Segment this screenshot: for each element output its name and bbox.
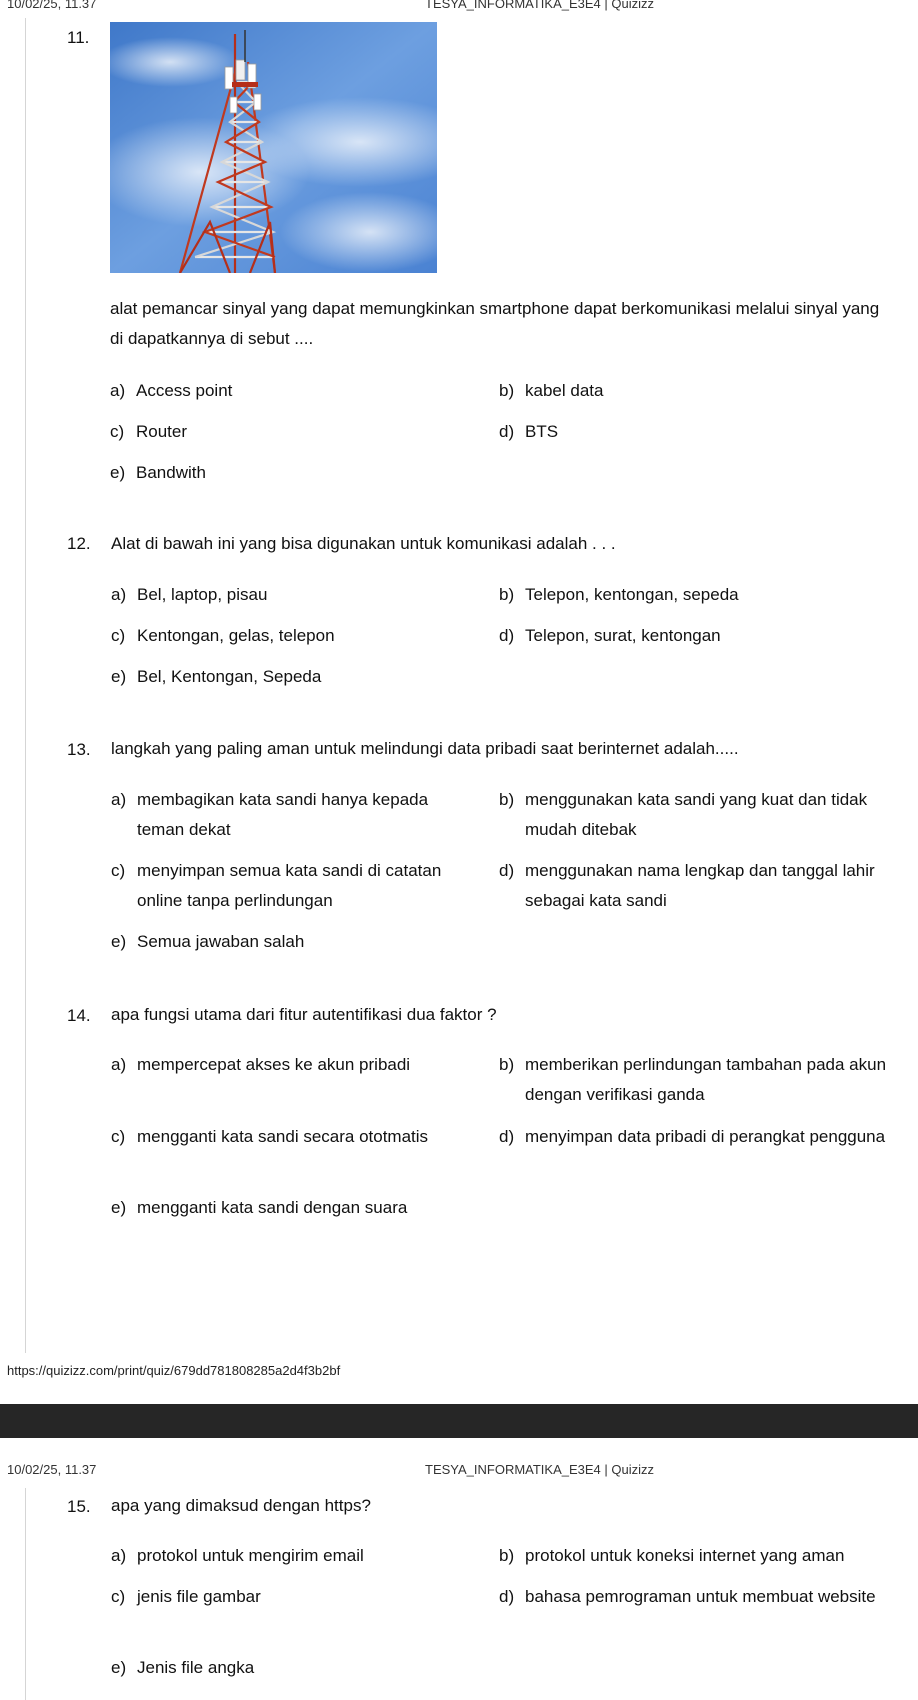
option-a (111, 1541, 471, 1571)
print-date: 10/02/25, 11.37 (7, 1462, 97, 1477)
option-letter: a) (111, 1546, 127, 1565)
option-text: menggunakan kata sandi yang kuat dan tidak mudah ditebak (525, 790, 868, 839)
option-letter: b) (499, 585, 515, 604)
option-e (111, 1193, 471, 1223)
option-text: protokol untuk mengirim email (137, 1546, 364, 1565)
option-text: Telepon, kentongan, sepeda (525, 585, 739, 604)
option-e (111, 662, 471, 692)
question-text: Alat di bawah ini yang bisa digunakan untuk komunikasi adalah . . . (111, 534, 616, 553)
option-letter: a) (110, 381, 126, 400)
option-text: BTS (525, 422, 559, 441)
question-number: 15. (67, 1497, 91, 1516)
option-letter: c) (111, 861, 126, 880)
option-text: Semua jawaban salah (137, 932, 305, 951)
question-number: 12. (67, 534, 91, 553)
option-text: jenis file gambar (137, 1587, 261, 1606)
question-number: 13. (67, 740, 91, 759)
option-d (499, 1582, 889, 1612)
option-text: kabel data (525, 381, 604, 400)
print-title: TESYA_INFORMATIKA_E3E4 | Quizizz (425, 0, 655, 11)
option-letter: b) (499, 1055, 515, 1074)
option-letter: d) (499, 861, 515, 880)
option-e (110, 458, 470, 488)
option-c (110, 417, 470, 447)
option-a (110, 376, 470, 406)
option-letter: a) (111, 1055, 127, 1074)
option-b (499, 1050, 889, 1110)
question-text: apa yang dimaksud dengan https? (111, 1496, 371, 1515)
tower-image (110, 22, 437, 273)
option-d (499, 417, 889, 447)
print-header (0, 0, 918, 12)
option-letter: c) (111, 1587, 126, 1606)
option-text: Bandwith (136, 463, 206, 482)
option-letter: d) (499, 422, 515, 441)
option-text: Router (136, 422, 188, 441)
option-letter: e) (111, 932, 127, 951)
option-a (111, 1050, 471, 1080)
option-d (499, 856, 889, 916)
page-break-bar (0, 1404, 918, 1438)
option-b (499, 580, 889, 610)
option-e (111, 927, 471, 957)
option-letter: a) (111, 585, 127, 604)
question-text: apa fungsi utama dari fitur autentifikasi dua faktor ? (111, 1005, 497, 1024)
print-title: TESYA_INFORMATIKA_E3E4 | Quizizz (425, 1462, 655, 1477)
option-text: menggunakan nama lengkap dan tanggal lahir sebagai kata sandi (525, 861, 875, 910)
option-letter: d) (499, 626, 515, 645)
option-letter: c) (111, 1127, 126, 1146)
option-a (111, 785, 471, 845)
option-text: Telepon, surat, kentongan (525, 626, 721, 645)
option-letter: d) (499, 1587, 515, 1606)
option-text: Bel, laptop, pisau (137, 585, 268, 604)
option-c (111, 621, 471, 651)
option-d (499, 1122, 889, 1152)
option-text: protokol untuk koneksi internet yang aman (525, 1546, 845, 1565)
option-text: Jenis file angka (137, 1658, 255, 1677)
option-letter: b) (499, 790, 515, 809)
print-date: 10/02/25, 11.37 (7, 0, 97, 11)
print-header (0, 1462, 918, 1478)
option-c (111, 1122, 471, 1152)
option-text: mempercepat akses ke akun pribadi (137, 1055, 411, 1074)
option-text: membagikan kata sandi hanya kepada teman dekat (137, 790, 429, 839)
option-letter: c) (111, 626, 126, 645)
option-letter: e) (111, 1198, 127, 1217)
option-letter: e) (111, 667, 127, 686)
left-margin-line (25, 1488, 26, 1700)
question-number: 11. (67, 28, 90, 47)
option-b (499, 1541, 889, 1571)
option-letter: e) (111, 1658, 127, 1677)
option-letter: e) (110, 463, 126, 482)
option-letter: b) (499, 381, 515, 400)
question-text: langkah yang paling aman untuk melindungi data pribadi saat berinternet adalah..... (111, 739, 739, 758)
option-text: Kentongan, gelas, telepon (137, 626, 335, 645)
option-d (499, 621, 889, 651)
option-text: memberikan perlindungan tambahan pada akun dengan verifikasi ganda (525, 1055, 887, 1104)
option-a (111, 580, 471, 610)
option-letter: a) (111, 790, 127, 809)
option-text: bahasa pemrograman untuk membuat website (525, 1587, 876, 1606)
option-c (111, 1582, 471, 1612)
question-text: alat pemancar sinyal yang dapat memungkinkan smartphone dapat berkomunikasi melalui sinyal yang di dapatkannya di sebut .... (110, 299, 880, 348)
option-text: mengganti kata sandi secara ototmatis (137, 1127, 429, 1146)
option-text: Access point (136, 381, 233, 400)
question-number: 14. (67, 1006, 91, 1025)
option-letter: c) (110, 422, 125, 441)
left-margin-line (25, 18, 26, 1353)
option-c (111, 856, 471, 916)
option-text: menyimpan semua kata sandi di catatan online tanpa perlindungan (137, 861, 442, 910)
option-text: Bel, Kentongan, Sepeda (137, 667, 322, 686)
option-letter: d) (499, 1127, 515, 1146)
option-text: mengganti kata sandi dengan suara (137, 1198, 408, 1217)
option-letter: b) (499, 1546, 515, 1565)
option-b (499, 785, 889, 845)
footer-url: https://quizizz.com/print/quiz/679dd781808285a2d4f3b2bf (7, 1363, 341, 1378)
option-e (111, 1653, 471, 1683)
option-b (499, 376, 889, 406)
option-text: menyimpan data pribadi di perangkat pengguna (525, 1127, 886, 1146)
